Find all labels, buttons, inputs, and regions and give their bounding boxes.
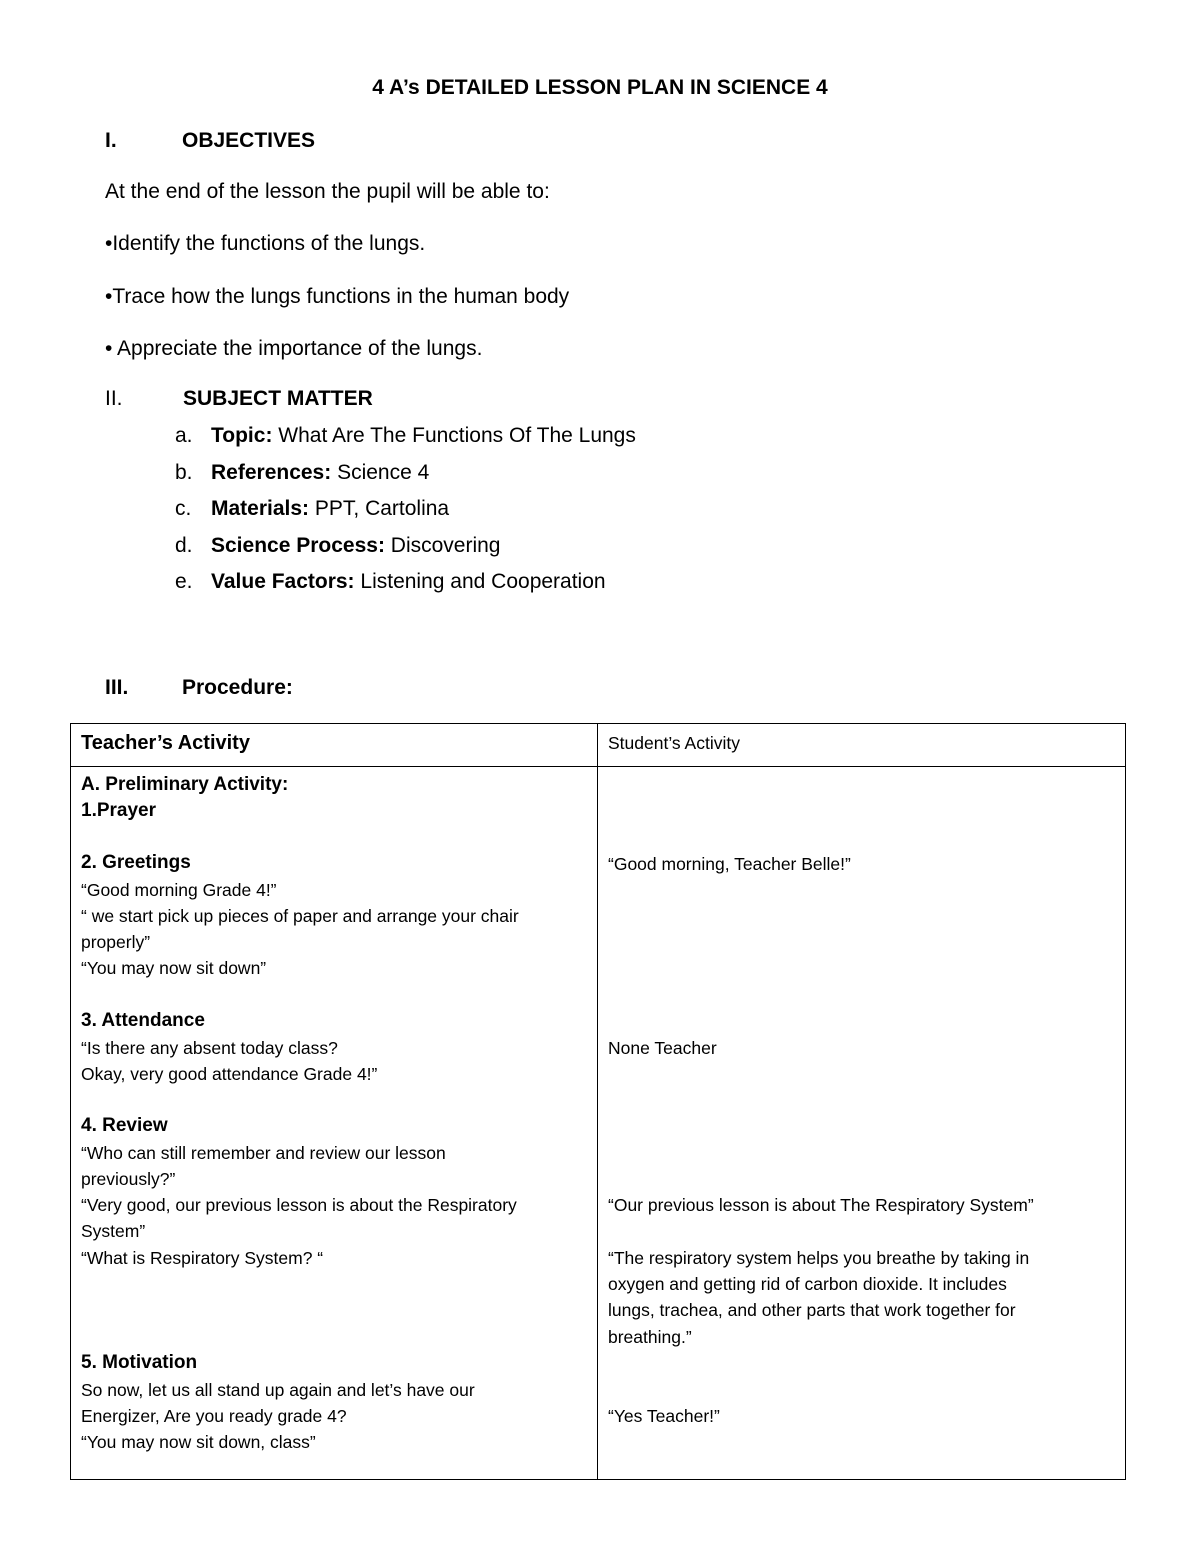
teacher-line: “You may now sit down” xyxy=(81,958,267,978)
table-row xyxy=(71,767,1126,1480)
teacher-line: previously?” xyxy=(81,1169,176,1189)
teacher-line: “ we start pick up pieces of paper and arrange your chair xyxy=(81,906,519,926)
attendance-step: 3. Attendance xyxy=(81,1010,205,1031)
student-line: oxygen and getting rid of carbon dioxide. It includes xyxy=(608,1274,1007,1294)
objectives-numeral: I. xyxy=(105,129,117,152)
teacher-line: “You may now sit down, class” xyxy=(81,1432,316,1452)
subject-matter-item-value-factors: e. Value Factors: Listening and Cooperation xyxy=(175,570,606,593)
teacher-line: “Who can still remember and review our lesson xyxy=(81,1143,446,1163)
procedure-heading xyxy=(105,676,505,704)
teacher-line: So now, let us all stand up again and let’s have our xyxy=(81,1380,475,1400)
document-title: 4 A’s DETAILED LESSON PLAN IN SCIENCE 4 xyxy=(372,76,828,99)
greetings-step: 2. Greetings xyxy=(81,852,191,873)
teacher-activity-cell xyxy=(71,767,598,1480)
teacher-line: Okay, very good attendance Grade 4!” xyxy=(81,1064,378,1084)
objective-item: •Identify the functions of the lungs. xyxy=(105,232,426,255)
table-header-row xyxy=(71,724,1126,767)
prayer-step: 1.Prayer xyxy=(81,800,157,821)
teacher-line: “Good morning Grade 4!” xyxy=(81,880,277,900)
subject-matter-heading xyxy=(105,387,505,415)
teacher-line: “Very good, our previous lesson is about the Respiratory xyxy=(81,1195,517,1215)
objectives-intro: At the end of the lesson the pupil will be able to: xyxy=(105,180,550,203)
subject-matter-item-science-process: d. Science Process: Discovering xyxy=(175,533,501,557)
student-line: “The respiratory system helps you breathe by taking in xyxy=(608,1248,1030,1268)
student-line: “Our previous lesson is about The Respiratory System” xyxy=(608,1195,1034,1215)
subject-matter-numeral: II. xyxy=(105,387,123,410)
subject-matter-item-references: b. References: Science 4 xyxy=(175,460,430,484)
teacher-line: System” xyxy=(81,1221,146,1241)
subject-matter-item-materials: c. Materials: PPT, Cartolina xyxy=(175,497,450,520)
subject-matter-label: SUBJECT MATTER xyxy=(183,387,373,410)
objectives-label: OBJECTIVES xyxy=(182,129,316,152)
student-line: None Teacher xyxy=(608,1038,717,1058)
teacher-line: Energizer, Are you ready grade 4? xyxy=(81,1406,347,1426)
subject-matter-list xyxy=(175,422,636,605)
student-activity-header: Student’s Activity xyxy=(598,724,1126,767)
procedure-numeral: III. xyxy=(105,676,129,699)
objective-item: • Appreciate the importance of the lungs. xyxy=(105,337,483,360)
preliminary-activity: A. Preliminary Activity: xyxy=(81,774,289,795)
procedure-table xyxy=(70,723,1126,1480)
teacher-line: properly” xyxy=(81,932,151,952)
student-line: “Good morning, Teacher Belle!” xyxy=(608,854,851,874)
objective-item: •Trace how the lungs functions in the human body xyxy=(105,285,570,308)
student-line: lungs, trachea, and other parts that work together for xyxy=(608,1300,1016,1320)
subject-matter-item-topic: a. Topic: What Are The Functions Of The Lungs xyxy=(175,424,636,447)
student-activity-cell xyxy=(598,767,1126,1480)
objectives-heading xyxy=(105,129,505,157)
teacher-line: “Is there any absent today class? xyxy=(81,1038,338,1058)
procedure-label: Procedure: xyxy=(182,676,293,699)
motivation-step: 5. Motivation xyxy=(81,1352,198,1373)
teacher-line: “What is Respiratory System? “ xyxy=(81,1248,324,1268)
student-line: “Yes Teacher!” xyxy=(608,1406,720,1426)
student-line: breathing.” xyxy=(608,1327,692,1347)
teacher-activity-header: Teacher’s Activity xyxy=(71,724,598,767)
review-step: 4. Review xyxy=(81,1115,168,1136)
